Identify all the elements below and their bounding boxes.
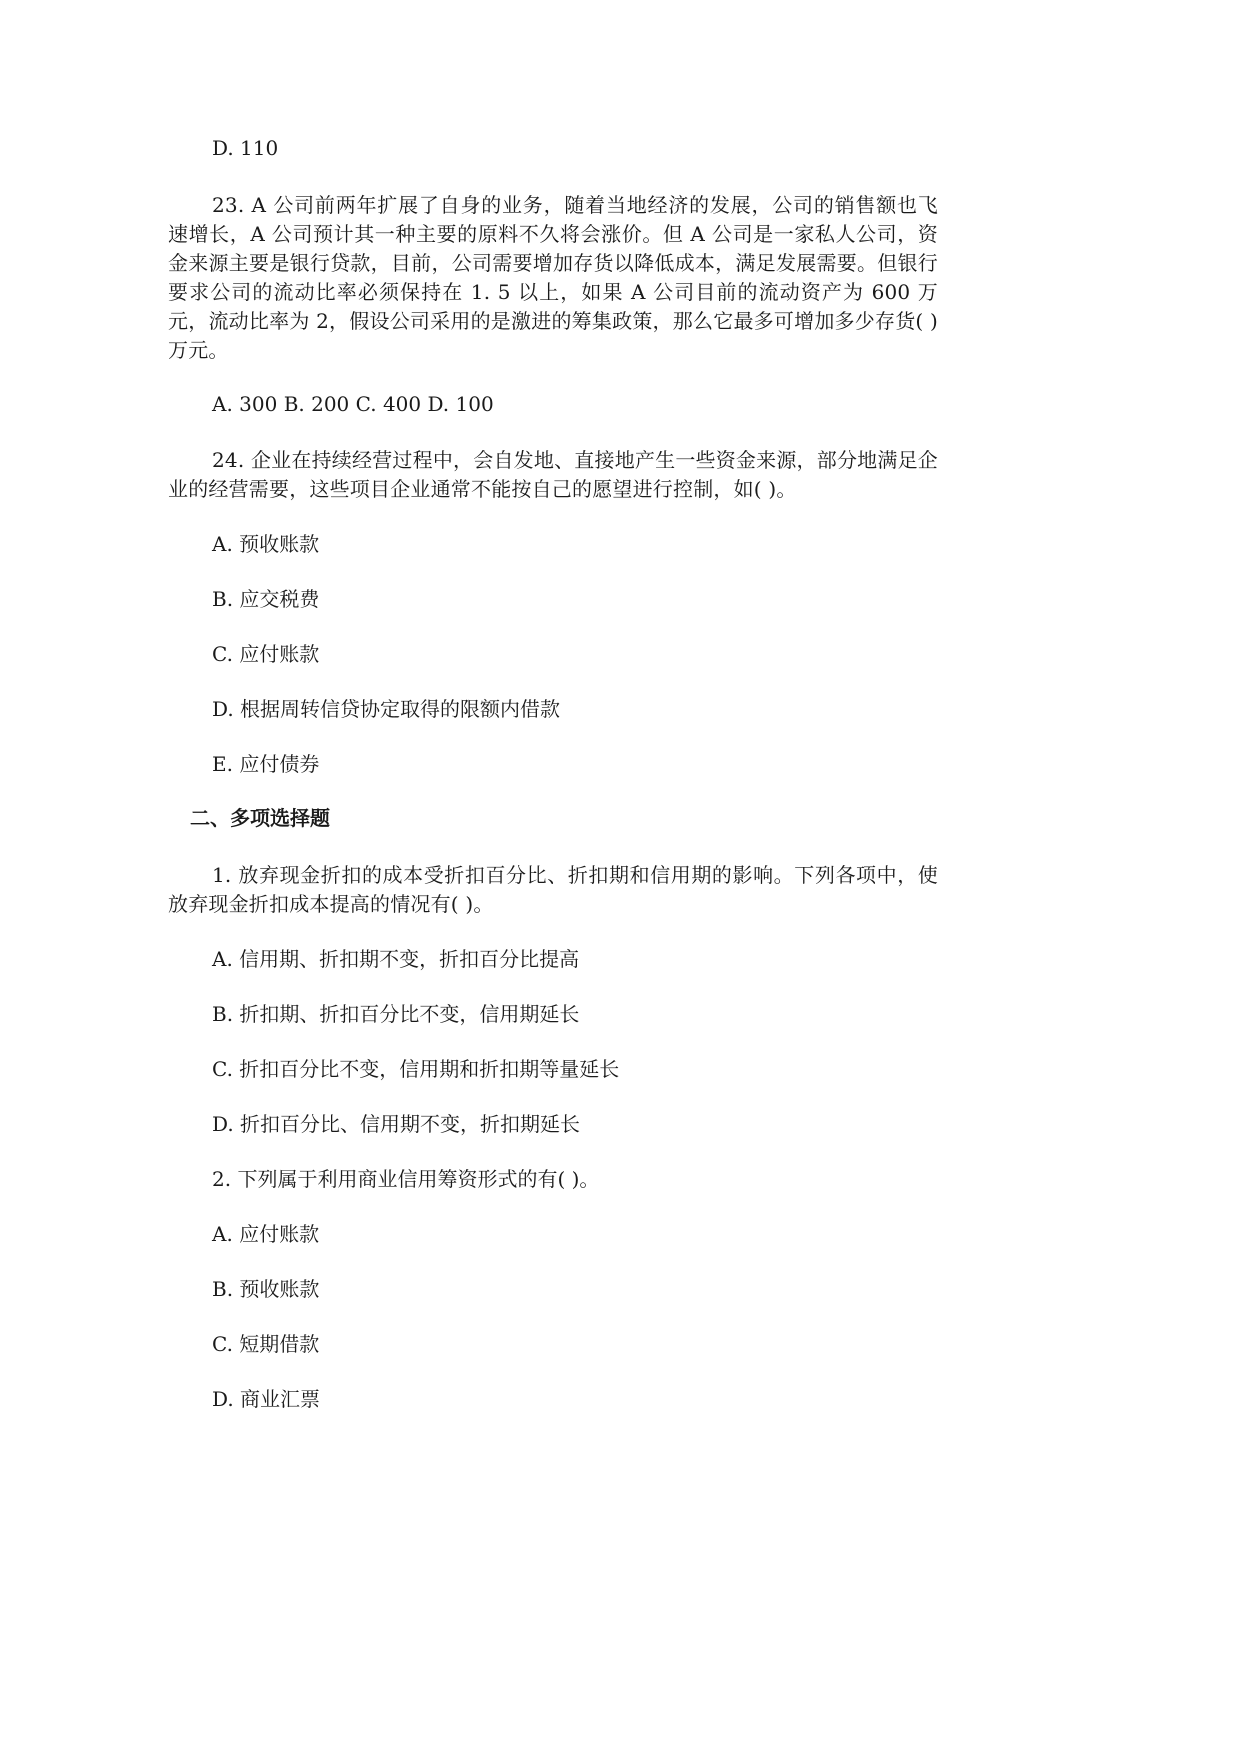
multi-question-2-option-b: B. 预收账款: [212, 1277, 320, 1301]
question-24-option-c: C. 应付账款: [212, 642, 320, 666]
multi-question-2-option-c: C. 短期借款: [212, 1332, 320, 1356]
multi-question-1-option-d: D. 折扣百分比、信用期不变，折扣期延长: [212, 1112, 581, 1136]
question-24-option-e: E. 应付债券: [212, 752, 320, 776]
multi-question-2: 2. 下列属于利用商业信用筹资形式的有( )。: [212, 1167, 600, 1191]
question-24-option-d: D. 根据周转信贷协定取得的限额内借款: [212, 697, 561, 721]
multi-question-1-option-c: C. 折扣百分比不变，信用期和折扣期等量延长: [212, 1057, 620, 1081]
multi-question-1-option-a: A. 信用期、折扣期不变，折扣百分比提高: [212, 947, 580, 971]
question-24-option-b: B. 应交税费: [212, 587, 320, 611]
question-23: 23. A 公司前两年扩展了自身的业务，随着当地经济的发展，公司的销售额也飞速增长，A 公司预计其一种主要的原料不久将会涨价。但 A 公司是一家私人公司，资金来源主要是银行贷款，目前，公司需要增加存货以降低成本，满足发展需要。但银行要求公司的流动比率必须保持在 1. 5 以上，如果 A 公司目前的流动资产为 600 万元，流动比率为 2，假设公司采用的是激进的筹集政策，那么它最多可增加多少存货( )万元。: [168, 193, 938, 362]
section-heading-multiple-choice: 二、多项选择题: [190, 806, 330, 830]
multi-question-1-option-b: B. 折扣期、折扣百分比不变，信用期延长: [212, 1002, 580, 1026]
option-d-110: D. 110: [212, 136, 279, 160]
multi-question-2-option-d: D. 商业汇票: [212, 1387, 321, 1411]
question-23-options: A. 300 B. 200 C. 400 D. 100: [212, 392, 494, 416]
multi-question-1: 1. 放弃现金折扣的成本受折扣百分比、折扣期和信用期的影响。下列各项中，使放弃现金折扣成本提高的情况有( )。: [168, 863, 938, 916]
question-24-option-a: A. 预收账款: [212, 532, 320, 556]
multi-question-2-option-a: A. 应付账款: [212, 1222, 320, 1246]
question-24: 24. 企业在持续经营过程中，会自发地、直接地产生一些资金来源，部分地满足企业的经营需要，这些项目企业通常不能按自己的愿望进行控制，如( )。: [168, 448, 938, 501]
